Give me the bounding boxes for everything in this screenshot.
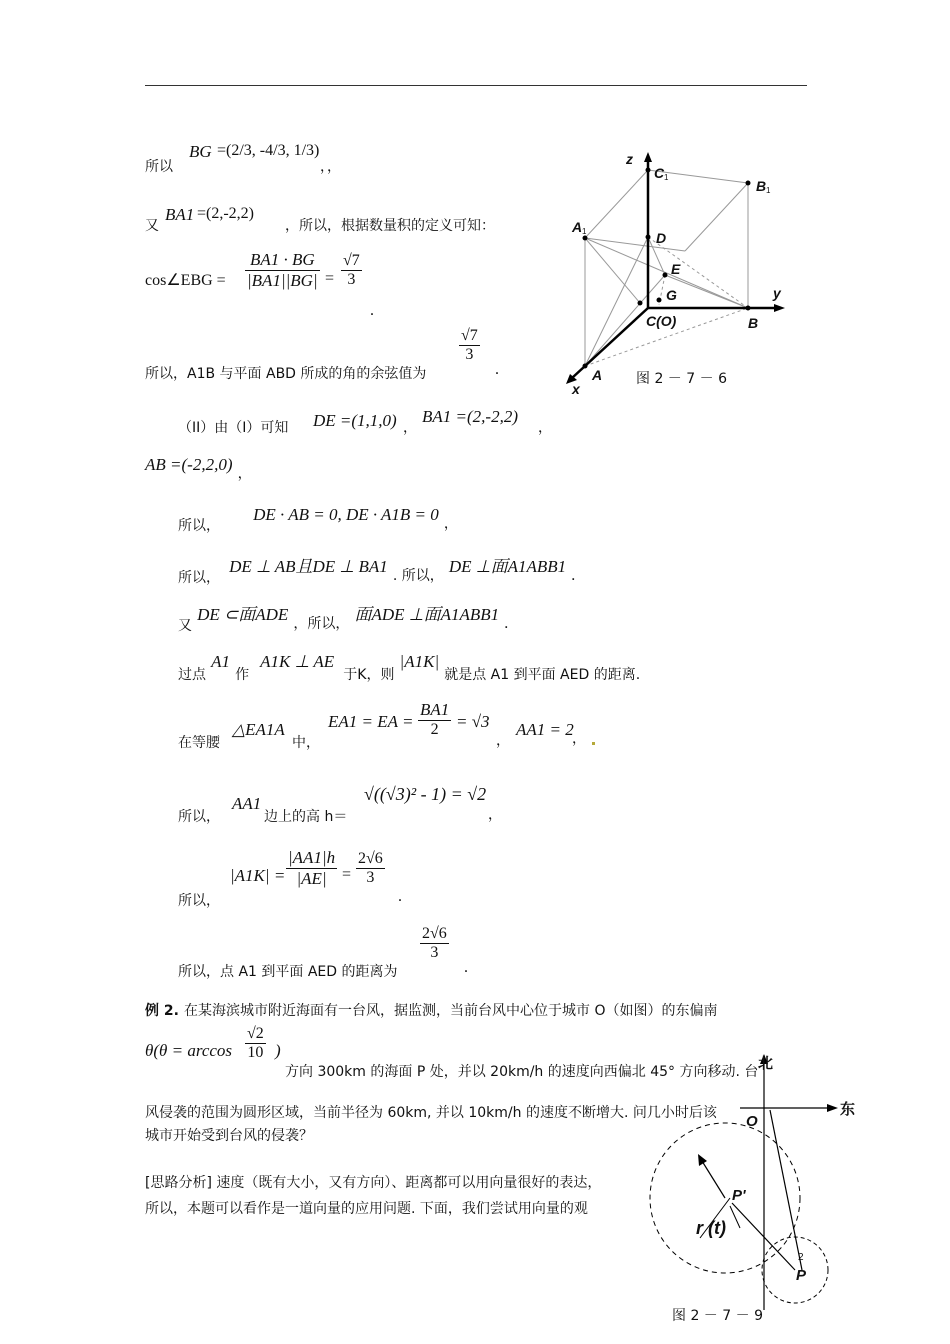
result-num: √7 [461,327,478,344]
period: . [495,361,499,378]
axis-y: y [773,285,781,301]
line-foot [178,652,641,683]
aa1-eq: AA1 = 2 [516,720,574,739]
comma: ， [237,466,252,482]
plane-perp: 面ADE ⊥面A1ABB1 [354,605,500,624]
a1k-lhs: |A1K| = [230,866,286,885]
text-suoyi: 所以， [178,893,220,909]
analysis-text-2: 所以，本题可以看作是一道向量的应用问题. 下面，我们尝试用向量的观 [145,1201,588,1217]
axis-x: x [572,381,580,397]
text-suoyi: 所以， [178,809,220,825]
label-co: C(O) [646,313,677,329]
result-den: 3 [366,869,375,886]
example-label: 例 2. [145,1003,179,1019]
top-rule [145,85,807,86]
text-cos-value: 所以，A1B 与平面 ABD 所成的角的余弦值为 [145,366,427,382]
label-p: P [796,1267,807,1284]
equals: = [342,866,352,883]
text-suoyi: 所以， [178,518,220,534]
axis-z: z [626,151,633,167]
label-east: 东 [840,1101,856,1118]
label-d: D [656,230,667,246]
cos-lhs: cos∠EBG = [145,272,226,289]
period: . [398,888,402,905]
text-mid: ，所以， [293,616,350,632]
vector-bg-values: =(2/3, -4/3, 1/3) [217,142,320,159]
cos-numerator: BA1 · BG [245,250,320,271]
sub-1: 1 [664,173,669,182]
period: . [464,959,468,976]
text-suoyi: 所以 [145,159,173,175]
theta-den: 10 [247,1044,264,1061]
vector-ba1-values: =(2,-2,2) [197,205,255,222]
example-text-1: 在某海滨城市附近海面有一台风，据监测，当前台风中心位于城市 O（如图）的东偏南 [184,1003,718,1019]
frac-den: |AE| [296,869,327,888]
equals: = [325,270,335,287]
example2-line1 [145,1000,718,1020]
line-bg [145,130,341,175]
label-b: B [748,315,759,331]
theta-expr: θ(θ = arccos [145,1041,233,1060]
text-guodian: 过点 [178,667,206,683]
mark-dot [592,742,595,745]
cos-denominator: |BA1||BG| [247,271,318,290]
line-plane [178,600,509,634]
perp-expr: DE ⊥ AB且DE ⊥ BA1 [229,557,388,576]
text-part2: （II）由（I）可知 [178,420,289,436]
aa1: AA1 [232,794,262,813]
abs-a1k: |A1K| [399,652,440,671]
comma: ， [496,733,510,749]
comma: ， [443,516,458,532]
vector-bg: BG [189,142,212,161]
text-distance-final: 所以，点 A1 到平面 AED 的距离为 [178,964,398,980]
frac-num: BA1 [420,700,450,719]
subset-expr: DE ⊂面ADE [197,605,289,624]
comma: ， [488,807,502,823]
cube-figure [560,140,810,400]
sub-1: 1 [582,227,587,236]
typhoon-figure [640,1048,870,1318]
radical-expr: √((√3)² - 1) = √2 [364,784,487,804]
frac-num: |AA1|h [288,848,336,867]
label-b1: B [756,178,767,194]
comma: ， [403,420,417,436]
sub-1: 1 [766,186,771,195]
dot-products: DE · AB = 0, DE · A1B = 0 [253,505,439,524]
label-e: E [671,261,681,277]
text-yuk: 于K，则 [343,667,395,683]
label-g: G [666,287,677,303]
theta-close: ) [275,1041,281,1060]
comma: ， [538,420,552,436]
label-pprime: P' [732,1187,746,1204]
text-zuo: 作 [235,667,250,683]
label-a: A [592,367,603,383]
vector-de: DE =(1,1,0) [313,411,397,430]
label-north: 北 [758,1055,774,1072]
text-mid: . 所以， [392,568,444,584]
result-num: 2√6 [358,850,383,867]
period: . [504,615,509,632]
label-rt: r (t) [696,1218,726,1238]
perp-plane: DE ⊥面A1ABB1 [448,557,567,576]
label-o: O [746,1113,758,1130]
text-you: 又 [145,218,159,234]
analysis-text-1: [思路分析] 速度（既有大小，又有方向）、距离都可以用向量很好的表达， [145,1175,602,1191]
line-perp [178,552,576,586]
theta-num: √2 [247,1025,264,1042]
period: . [571,567,576,584]
vector-ba1-2: BA1 =(2,-2,2) [422,407,518,426]
text-suoyi: 所以， [178,570,220,586]
line-ab [145,455,252,482]
cos-result-num: √7 [343,252,360,269]
vector-ba1: BA1 [165,205,195,224]
label-two: 2 [798,1252,804,1263]
result-den: 3 [430,944,439,961]
period: . [370,302,374,319]
example-text-4: 城市开始受到台风的侵袭？ [145,1128,313,1144]
triangle: △EA1A [232,720,285,739]
text-you: 又 [178,618,192,634]
frac-den: 2 [430,721,439,738]
result-num: 2√6 [422,925,447,942]
text-height: 边上的高 h＝ [264,809,348,825]
example-text-2: 方向 300km 的海面 P 处，并以 20km/h 的速度向西偏北 45° 方向移动. 台 [285,1064,759,1080]
text-distance: 就是点 A1 到平面 AED 的距离. [444,667,641,683]
label-c1: C [654,165,665,181]
example-text-3: 风侵袭的范围为圆形区域，当前半径为 60km, 并以 10km/h 的速度不断增大. 问几小时后该 [145,1105,717,1121]
result-den: 3 [465,346,474,363]
perp-a1k: A1K ⊥ AE [260,652,335,671]
text-definition: ，所以，根据数量积的定义可知： [285,218,495,234]
point-a1: A1 [211,652,230,671]
line-ba1 [145,205,495,234]
vector-ab: AB =(-2,2,0) [145,455,233,474]
eq-sqrt3: = √3 [456,712,490,731]
text-dengyao: 在等腰 [178,735,220,751]
text-zhong: 中， [292,735,320,751]
label-a1: A [572,219,583,235]
cos-result-den: 3 [347,271,356,288]
line-dot-products [178,505,458,534]
figure2-caption: 图 2 － 7 － 9 [672,1308,763,1324]
comma: ， [572,731,586,747]
figure1-caption: 图 2 － 7 － 6 [636,371,727,387]
punct: ，， [320,159,341,175]
ea1-expr: EA1 = EA = [328,712,414,731]
